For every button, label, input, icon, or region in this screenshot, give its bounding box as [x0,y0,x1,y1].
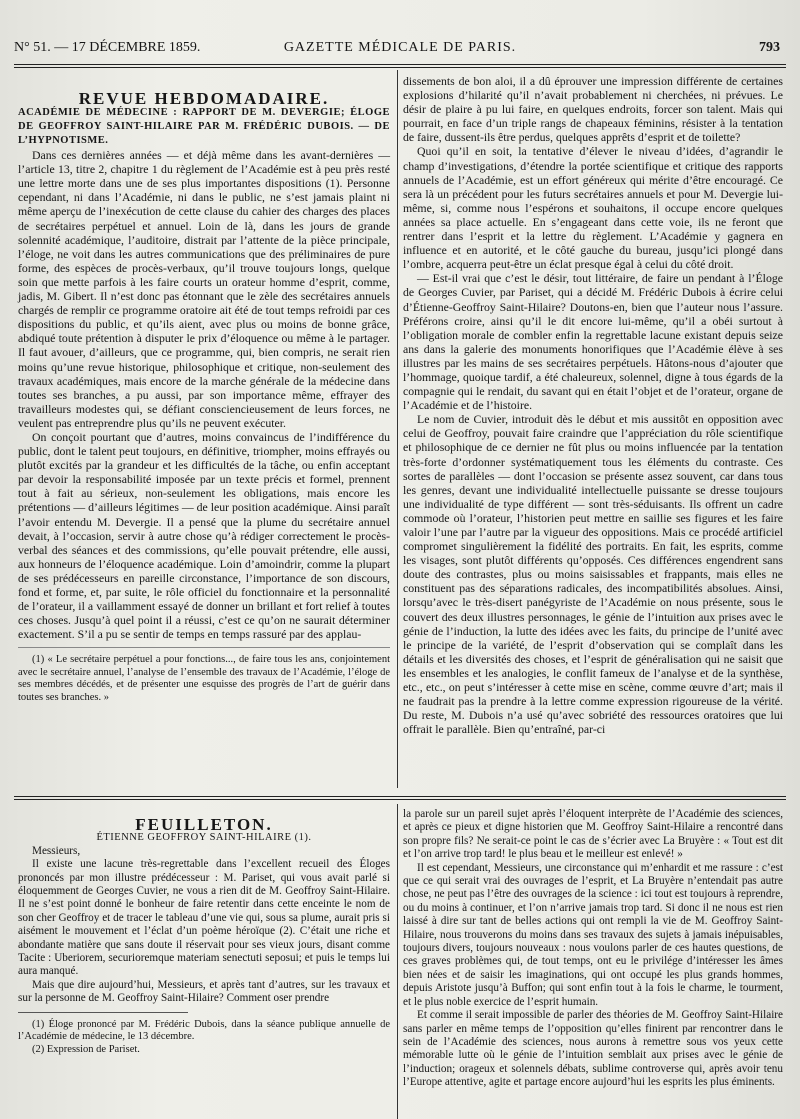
footnote-rule [18,1012,188,1013]
masthead [14,40,786,62]
footnote-rule [18,647,390,648]
section-rule-2 [14,799,786,800]
revue-paragraph: Le nom de Cuvier, introduit dès le début et mis aussitôt en opposition avec celui de Geoffroy, pouvait faire craindre que l’appréciation du rôle scientifique et philosophique de ce dernier ne fût plus ou moins influencée par la tentation très-forte d’ordonner systématiquement tous les éléments du contraste. Ces sortes de parallèles — dont l’occasion se présente assez souvent, car dans tous les genres, devant une individualité intellectuelle puissante se dresse toujours une individualité de type différent — sont très-séduisants. Ils offrent un cadre commode où l’orateur, l’historien peut mettre en saillie ses figures et les faire valoir l’une par l’autre par la vigueur des oppositions. Mais ce procédé artificiel compromet singulièrement la fidélité des portraits. En fait, les esprits, comme les visages, sont plutôt différents qu’opposés. Ces différences engendrent sans doute des contrastes, plus ou moins saisissables et frappants, mais elles ne constituent pas des séparations radicales, des incompatibilités absolues. Ainsi, lorsqu’avec le très-disert panégyriste de l’Académie on nous présente, sous le couvert des deux illustres personnages, le génie de l’intuition aux prises avec le génie de l’induction, la lutte des idées avec les faits, du principe de l’unité avec le principe de la variété, de l’esprit d’observation qui se complaît dans les détails et les diversités des choses, et l’esprit de généralisation qui ne saisit que les ensembles et les analogies, le conflit fameux de l’analyse et de la synthèse, etc., etc., on peut s’intéresser à cette mise en scène, comme œuvre d’art; mais il ne faudrait pas la prendre à la lettre comme expression rigoureuse de la vérité. Du reste, M. Dubois n’a usé qu’avec sobriété des ressources oratoires que lui offrait le parallèle. Bien qu’entraîné, par-ci [403,412,783,737]
feuilleton-paragraph: Et comme il serait impossible de parler des théories de M. Geoffroy Saint-Hilaire sans parler en même temps de l’opposition qu’elles finirent par rencontrer dans le sein de l’Académie des sciences, nous aurons à remettre sous vos yeux cette mémorable lutte où le génie de l’intuition semblait aux prises avec le génie de l’induction; orageux et solennels débats, sublime controverse qui, après avoir tenu l’Europe attentive, agite et partage encore aujourd’hui les esprits les plus éminents. [403,1009,783,1089]
section-rule [14,796,786,797]
feuilleton-footnote: (2) Expression de Pariset. [32,1043,140,1055]
revue-paragraph: dissements de bon aloi, il a dû éprouver une impression différente de certaines explosions d’hilarité qu’il n’avait probablement ni cherchées, ni prévues. Le désir de plaire à pu lui faire, en quelques endroits, forcer son talent. Mais qui pourrait, en face d’un triple rangs de chapeaux féminins, résister à la tentation de faire, dussent-ils être perdus, quelques apprêts d’esprit et de toilette? [403,74,783,145]
revue-column-right [403,74,783,736]
revue-paragraph: — Est-il vrai que c’est le désir, tout littéraire, de faire un pendant à l’Éloge de Georges Cuvier, par Pariset, qui a décidé M. Frédéric Dubois à écrire celui d’Étienne-Geoffroy Saint-Hilaire? Doutons-en, bien que l’auteur nous l’assure. Préférons croire, ainsi qu’il le dit encore lui-même, qu’il a obéi surtout à l’obligation morale de combler enfin la regrettable lacune existant depuis seize ans dans la galerie des monuments honorifiques que l’Académie élève à ses illustres par les mains de ses secrétaires perpétuels. Hâtons-nous d’ajouter que l’hommage, quoique tardif, a été chaleureux, solennel, digne à tous égards de la compagnie qui le rendait, du savant qui en était l’objet et de l’orateur, organe de l’Académie et de l’histoire. [403,271,783,413]
salutation: Messieurs, [32,844,81,857]
column-divider-bottom [397,804,398,1119]
feuilleton-paragraph: la parole sur un pareil sujet après l’éloquent interprète de l’Académie des sciences, et après ce pieux et digne historien que M. Geoffroy Saint-Hilaire a rencontré dans son propre fils? Ne serait-ce point le cas de s’écrier avec La Bruyère : « Tout est dit et l’on arrive trop tard! le plus beau et le meilleur est enlevé! » [403,808,783,861]
feuilleton-column-right [403,808,783,1090]
newspaper-title: GAZETTE MÉDICALE DE PARIS. [283,40,517,55]
feuilleton-column-left [18,815,390,1056]
page-number: 793 [759,40,780,55]
feuilleton-title: ÉTIENNE GEOFFROY SAINT-HILAIRE (1). [96,832,312,844]
feuilleton-footnote: (1) Éloge prononcé par M. Frédéric Dubois, dans la séance publique annuelle de l’Académie de médecine, le 13 décembre. [18,1018,390,1043]
revue-footnote-text: (1) « Le secrétaire perpétuel a pour fonctions..., de faire tous les ans, conjointement avec le secrétaire annuel, l’analyse de l’ensemble des travaux de l’Académie, l’éloge de ses membres décédés, et de présenter une esquisse des progrès de l’art de guérir dans toutes ses branches. » [18,654,390,703]
masthead-rule-2 [14,67,786,68]
revue-footnote [18,654,390,704]
feuilleton-paragraph: Il est cependant, Messieurs, une circonstance qui m’enhardit et me rassure : c’est que ce qui serait vrai des ouvrages de l’esprit, et La Bruyère n’entendait pas autre chose, ne peut pas l’être des ouvrages de la science : ici tout est toujours à reprendre, ou du moins à continuer, et l’on n’arrive jamais trop tard. Si donc il ne nous est rien laissé à dire sur tant de belles actions qui ont rempli la vie de M. Geoffroy Saint-Hilaire, nous trouverons du moins dans ses travaux des sujets à jamais inépuisables, toujours divers, toujours nouveaux : nous voulons parler de ces hautes questions, de ces graves problèmes qui, de tout temps, ont eu le privilége d’intéresser les âmes bien nées et de saisir les imaginations, qui ont occupé les plus grands hommes, depuis Aristote jusqu’à Buffon; qui sont enfin tout à la fois le charme, le tourment, et le plus noble exercice de l’esprit humain. [403,861,783,1008]
revue-paragraph: Dans ces dernières années — et déjà même dans les avant-dernières — l’article 13, titre 2, chapitre 1 du règlement de l’Académie est à peu près resté une lettre morte dans une de ses plus importantes dispositions (1). Personne cependant, ni dans l’Académie, ni dans le public, ne s’est jamais plaint ni même aperçu de l’inexécution de cette clause du cahier des charges des places de secrétaires perpétuel et annuel. Loin de là, dans les jours de grande solennité académique, l’auditoire, distrait par l’attente de la pièce principale, l’éloge, ne voit dans les autres communications que des préliminaires de pure forme, des espèces de procès-verbaux, qu’il trouve toujours longs, quelque soin que mette parfois à les faire courts un orateur homme d’esprit, comme, jadis, M. Gibert. Il n’est donc pas étonnant que le zèle des secrétaires annuels chargés de remplir ce programme oratoire ait été de tout temps refroidi par ces dispositions du public, et qu’ils aient, avec plus ou moins de bonne grâce, abdiqué toute prétention à disputer le prix d’éloquence ou même à le partager. Il faut avouer, d’ailleurs, que ce programme, qui, bien compris, ne serait rien moins qu’une revue historique, philosophique et critique, non-seulement des travaux académiques, mais encore de la marche générale de la médecine dans toutes ses branches, a pu aussi, par son importance même, effrayer des travailleurs modestes qui, se défiant consciencieusement de leurs forces, ne veulent pas entreprendre plus qu’ils ne peuvent exécuter. [18,148,390,430]
issue-date: N° 51. — 17 DÉCEMBRE 1859. [14,40,201,55]
feuilleton-heading: FEUILLETON. [135,815,273,834]
masthead-rule [14,64,786,65]
feuilleton-footnotes [18,1019,390,1057]
feuilleton-paragraph: Mais que dire aujourd’hui, Messieurs, et après tant d’autres, sur les travaux et sur la personne de M. Geoffroy Saint-Hilaire? Comment oser prendre [18,978,390,1005]
revue-heading: REVUE HEBDOMADAIRE. [78,89,330,108]
feuilleton-paragraph: Il existe une lacune très-regrettable dans l’excellent recueil des Éloges prononcés par mon illustre prédécesseur : M. Pariset, qui vous avait parlé si éloquemment de Georges Cuvier, ne vous a rien dit de M. Geoffroy Saint-Hilaire. Il ne s’est point donné le bonheur de faire retentir dans cette enceinte le nom de son cher Geoffroy et de tracer le tableau d’une vie qui, sous sa plume, aurait pris si aisément le mouvement et l’éclat d’un poème héroïque (2). C’était une riche et abondante matière que sans doute il réservait pour ses vieux jours, disant comme Tacite : Uberiorem, securioremque materiam senectuti seposui; et puis le temps lui aura manqué. [18,858,390,978]
revue-paragraph: Quoi qu’il en soit, la tentative d’élever le niveau d’idées, d’agrandir le champ d’investigations, d’étendre la portée scientifique et critique des rapports annuels de l’Académie, est un effort généreux qui mérite d’être encouragé. Ce sera là un précédent pour les futurs secrétaires annuels et pour M. Devergie lui-même, si, comme nous l’espérons et souhaitons, il occupe encore quelques années sa place actuelle. En s’engageant dans cette voie, ils ne feront que rentrer dans l’esprit et la lettre du règlement. L’Académie y gagnera en influence et en autorité, et le côté gauche du bureau, jusqu’ici plongé dans l’ombre, acquerra peut-être un éclat presque égal à celui du côté droit. [403,144,783,272]
revue-column-left [18,89,390,704]
revue-subheading: ACADÉMIE DE MÉDECINE : RAPPORT DE M. DEVERGIE; ÉLOGE DE GEOFFROY SAINT-HILAIRE PAR M. FRÉDÉRIC DUBOIS. — DE L’HYPNOTISME. [18,107,390,147]
revue-paragraph: On conçoit pourtant que d’autres, moins convaincus de l’indifférence du public, dont le talent peut toujours, en définitive, triompher, moins effrayés ou plutôt excités par la grandeur et les difficultés de la tâche, ou enfin acceptant par devoir la responsabilité imposée par un texte précis et formel, prennent tout à fait au sérieux, non-seulement les obligations, mais encore les prétentions — d’ailleurs légitimes — de leur position académique. Ainsi paraît l’avoir entendu M. Devergie. Il a pensé que la plume du secrétaire annuel devait, à l’occasion, servir à autre chose qu’à rédiger correctement le procès-verbal des séances et des commissions, qu’elle pouvait prétendre, elle aussi, aux honneurs de l’éloquence académique. Loin d’amoindrir, comme la plupart de ses prédécesseurs en pareille circonstance, l’importance de son discours, fond et forme, et, par suite, le rôle officiel du fonctionnaire et la personnalité de l’orateur, il a vaillamment essayé de donner un brillant et fort relief à toutes ces choses. Jusqu’à quel point il a réussi, c’est ce qu’on ne saurait déterminer exactement. S’il a pu se sentir de temps en temps rassuré par des applau- [18,429,390,642]
column-divider-top [397,70,398,788]
